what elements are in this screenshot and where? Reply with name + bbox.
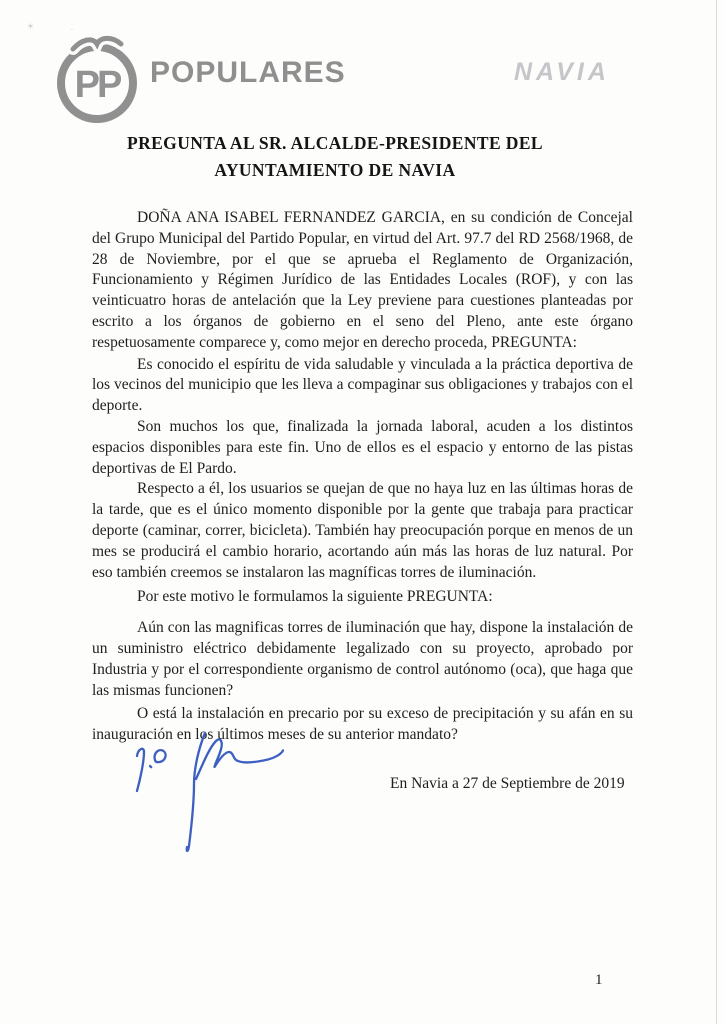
brand-wordmark: POPULARES xyxy=(150,56,346,89)
paragraph: Son muchos los que, finalizada la jornada laboral, acuden a los distintos espacios disponibles para este fin. Uno de ellos es el espacio y entorno de las pistas deportivas de El Pardo. xyxy=(92,417,633,477)
scan-speck: ˊ xyxy=(66,26,75,38)
paragraph: Aún con las magnificas torres de iluminación que hay, dispone la instalación de un suministro eléctrico debidamente legalizado con su proyecto, aprobado por Industria y por el correspondiente organismo de control autónomo (oca), que haga que las mismas funcionen? xyxy=(92,619,633,699)
scan-edge-artifact xyxy=(716,0,717,1024)
page-number: 1 xyxy=(595,972,603,988)
handwritten-signature xyxy=(125,718,300,866)
paragraph: Respecto a él, los usuarios se quejan de que no haya luz en las últimas horas de la tarde, que es el único momento disponible por la gente que trabaja para practicar deporte (caminar, correr, bicicleta). También hay preocupación porque en menos de un mes se producirá el cambio horario, acortando aún más las horas de luz natural. Por eso también creemos se instalaron las magníficas torres de iluminación. xyxy=(92,480,633,581)
document-body xyxy=(92,208,633,746)
pp-party-logo-icon xyxy=(52,34,142,126)
paragraph: Por este motivo le formulamos la siguiente PREGUNTA: xyxy=(137,588,493,606)
paragraph: Es conocido el espíritu de vida saludable y vinculada a la práctica deportiva de los vecinos del municipio que les lleva a compaginar sus obligaciones y trabajos con el deporte. xyxy=(92,355,633,415)
paragraph: O está la instalación en precario por su exceso de precipitación y su afán en su inauguración en los últimos meses de su anterior mandato? xyxy=(92,705,633,744)
scan-speck: ⁎ xyxy=(28,20,33,31)
logo-letters: PP xyxy=(74,64,120,106)
document-title xyxy=(60,130,610,184)
title-line-2: AYUNTAMIENTO DE NAVIA xyxy=(214,160,456,180)
title-line-1: PREGUNTA AL SR. ALCALDE-PRESIDENTE DEL xyxy=(126,133,543,153)
region-label: NAVIA xyxy=(514,58,610,86)
letterhead xyxy=(52,34,672,126)
date-place-line: En Navia a 27 de Septiembre de 2019 xyxy=(390,775,625,792)
paragraph: DOÑA ANA ISABEL FERNANDEZ GARCIA, en su condición de Concejal del Grupo Municipal del Partido Popular, en virtud del Art. 97.7 del RD 2568/1968, de 28 de Noviembre, por el que se aprueba el Reglamento de Organización, Funcionamiento y Régimen Jurídico de las Entidades Locales (ROF), y con las veinticuatro horas de antelación que la Ley previene para cuestiones planteadas por escrito a los órganos de gobierno en el seno del Pleno, ante este órgano respetuosamente comparece y, como mejor en derecho proceda, PREGUNTA: xyxy=(92,209,633,351)
